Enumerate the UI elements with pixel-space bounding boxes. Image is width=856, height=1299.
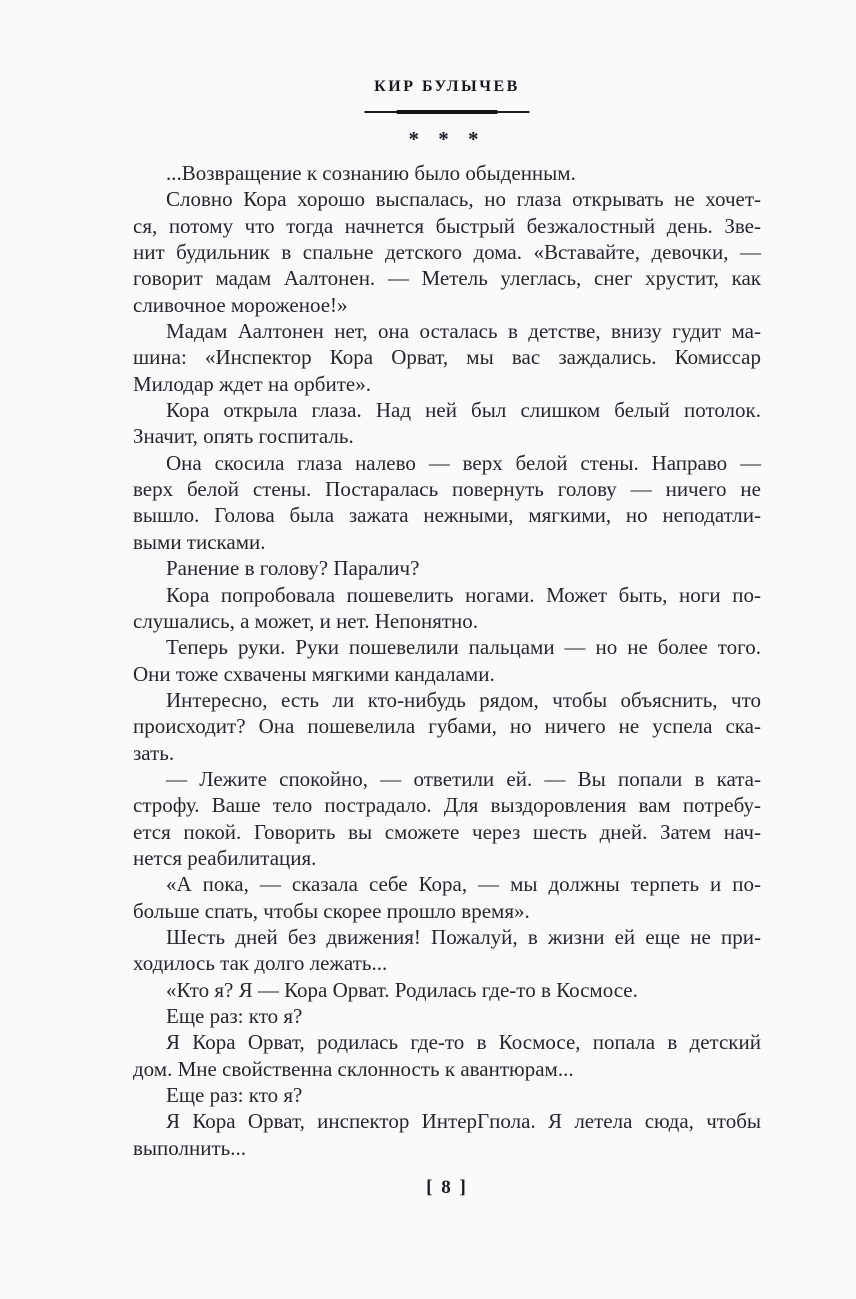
header-rule-bar — [396, 110, 498, 115]
page-text — [133, 160, 761, 1161]
paragraph — [133, 634, 761, 687]
text-line: Интересно, есть ли кто-нибудь рядом, чтобы объяснить, что — [166, 687, 761, 712]
text-line: Милодар ждет на орбите». — [133, 371, 371, 396]
text-line: Ранение в голову? Паралич? — [166, 556, 420, 581]
paragraph — [133, 766, 761, 871]
paragraph — [133, 1029, 761, 1082]
section-separator: * * * — [408, 127, 486, 151]
text-line: ется покой. Говорить вы сможете через шесть дней. Затем нач- — [133, 819, 761, 844]
text-line: Словно Кора хорошо выспалась, но глаза открывать не хочет- — [166, 187, 761, 212]
text-line: зать. — [133, 740, 175, 765]
paragraph — [133, 160, 761, 186]
text-line: ...Возвращение к сознанию было обыденным. — [166, 161, 576, 185]
text-line: ся, потому что тогда начнется быстрый безжалостный день. Зве- — [133, 213, 761, 238]
paragraph — [133, 1082, 761, 1108]
text-line: происходит? Она пошевелила губами, но ничего не успела ска- — [133, 714, 761, 739]
paragraph — [133, 1108, 761, 1161]
paragraph — [133, 555, 761, 581]
paragraph — [133, 186, 761, 318]
text-line: вышло. Голова была зажата нежными, мягкими, но неподатли- — [133, 503, 761, 528]
text-line: нется реабилитация. — [133, 845, 317, 870]
text-line: Еще раз: кто я? — [166, 1083, 303, 1108]
text-line: выми тисками. — [133, 529, 266, 554]
text-line: Она скосила глаза налево — верх белой стены. Направо — — [166, 450, 761, 475]
paragraph — [133, 977, 761, 1003]
text-line: ходилось так долго лежать... — [133, 951, 388, 976]
text-line: Значит, опять госпиталь. — [133, 424, 354, 449]
text-line: больше спать, чтобы скорее прошло время». — [133, 898, 530, 923]
text-line: шина: «Инспектор Кора Орват, мы вас заждались. Комиссар — [133, 345, 761, 370]
paragraph — [133, 582, 761, 635]
text-line: Кора открыла глаза. Над ней был слишком белый потолок. — [166, 398, 761, 423]
paragraph — [133, 1003, 761, 1029]
text-line: нит будильник в спальне детского дома. «Вставайте, девочки, — — [133, 240, 761, 265]
text-line: Я Кора Орват, родилась где-то в Космосе, попала в детский — [166, 1030, 761, 1055]
paragraph — [133, 397, 761, 450]
paragraph — [133, 450, 761, 555]
paragraph — [133, 687, 761, 766]
paragraph — [133, 924, 761, 977]
text-line: слушались, а может, и нет. Непонятно. — [133, 608, 479, 633]
page-number: [ 8 ] — [426, 1177, 468, 1198]
paragraph — [133, 318, 761, 397]
text-line: выполнить... — [133, 1135, 246, 1160]
text-line: «А пока, — сказала себе Кора, — мы должны терпеть и по- — [166, 872, 761, 897]
paragraph — [133, 871, 761, 924]
text-line: дом. Мне свойственна склонность к авантюрам... — [133, 1056, 574, 1081]
text-line: Мадам Аалтонен нет, она осталась в детстве, внизу гудит ма- — [166, 319, 761, 344]
running-header: КИР БУЛЫЧЕВ — [374, 78, 520, 95]
text-line: Кора попробовала пошевелить ногами. Может быть, ноги по- — [166, 582, 761, 607]
text-line: Шесть дней без движения! Пожалуй, в жизни ей еще не при- — [166, 924, 761, 949]
text-line: Они тоже схвачены мягкими кандалами. — [133, 661, 495, 686]
text-line: верх белой стены. Постаралась повернуть голову — ничего не — [133, 477, 761, 502]
text-line: Теперь руки. Руки пошевелили пальцами — но не более того. — [166, 635, 761, 660]
text-line: сливочное мороженое!» — [133, 292, 348, 317]
text-line: строфу. Ваше тело пострадало. Для выздоровления вам потребу- — [133, 793, 761, 818]
text-line: Я Кора Орват, инспектор ИнтерГпола. Я летела сюда, чтобы — [166, 1109, 761, 1134]
text-line: Еще раз: кто я? — [166, 1004, 303, 1028]
text-line: «Кто я? Я — Кора Орват. Родилась где-то в Космосе. — [166, 977, 638, 1002]
text-line: — Лежите спокойно, — ответили ей. — Вы попали в ката- — [166, 766, 761, 791]
header-rule — [133, 109, 761, 115]
text-line: говорит мадам Аалтонен. — Метель улеглась, снег хрустит, как — [133, 266, 761, 291]
